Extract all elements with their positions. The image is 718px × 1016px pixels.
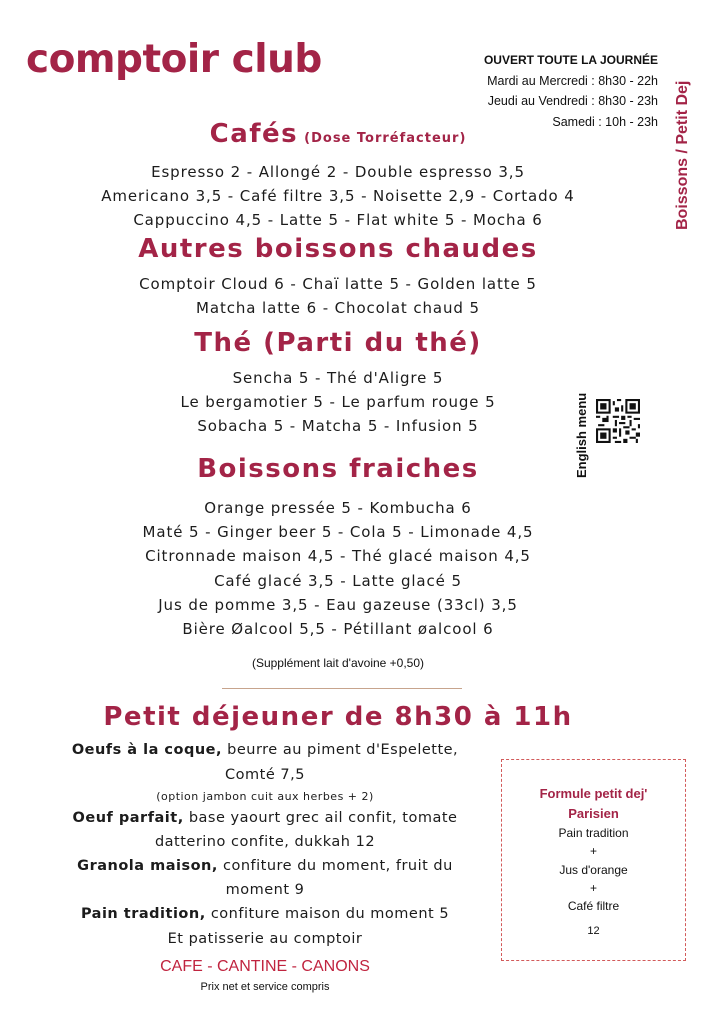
menu-line: Le bergamotier 5 - Le parfum rouge 5 xyxy=(180,393,496,411)
breakfast-item-line: Comté 7,5 xyxy=(225,767,305,783)
hours-title: OUVERT TOUTE LA JOURNÉE xyxy=(483,53,658,67)
item-desc: confiture du moment, fruit du xyxy=(217,858,453,874)
hours-line: Jeudi au Vendredi : 8h30 - 23h xyxy=(487,94,658,108)
formule-box xyxy=(501,759,686,961)
breakfast-item-line xyxy=(40,859,490,874)
menu-line: Orange pressée 5 - Kombucha 6 xyxy=(204,499,472,517)
section-title-breakfast: Petit déjeuner de 8h30 à 11h xyxy=(103,702,573,732)
menu-line: Citronnade maison 4,5 - Thé glacé maison 4,5 xyxy=(145,547,531,565)
menu-line: Maté 5 - Ginger beer 5 - Cola 5 - Limonade 4,5 xyxy=(142,523,534,541)
breakfast-item-line: moment 9 xyxy=(225,882,305,898)
footer-note: Prix net et service compris xyxy=(200,981,330,993)
breakfast-item-line: datterino confite, dukkah 12 xyxy=(154,834,376,850)
section-title-tea: Thé (Parti du thé) xyxy=(194,328,482,358)
menu-line: Bière Øalcool 5,5 - Pétillant øalcool 6 xyxy=(182,620,494,638)
breakfast-item-line xyxy=(40,907,490,922)
formule-line: Café filtre xyxy=(567,899,620,914)
section-title-cold-drinks: Boissons fraiches xyxy=(197,454,479,484)
menu-line: Matcha latte 6 - Chocolat chaud 5 xyxy=(196,299,480,317)
side-title: Boissons / Petit Dej xyxy=(674,80,691,230)
section-subtitle: (Dose Torréfacteur) xyxy=(304,131,467,146)
item-name: Granola maison, xyxy=(77,858,218,874)
menu-line: Comptoir Cloud 6 - Chaï latte 5 - Golden latte 5 xyxy=(139,275,537,293)
item-name: Oeuf parfait, xyxy=(72,810,184,826)
section-title-hot-drinks: Autres boissons chaudes xyxy=(138,234,538,264)
menu-line: Sobacha 5 - Matcha 5 - Infusion 5 xyxy=(197,417,479,435)
item-name: Oeufs à la coque, xyxy=(71,742,223,758)
formule-price: 12 xyxy=(587,925,600,938)
section-title-text: Cafés xyxy=(209,119,299,149)
tagline: CAFE - CANTINE - CANONS xyxy=(160,958,370,975)
menu-line: Sencha 5 - Thé d'Aligre 5 xyxy=(232,369,444,387)
formule-line: + xyxy=(589,880,597,895)
item-desc: confiture maison du moment 5 xyxy=(205,906,450,922)
formule-line: Pain tradition xyxy=(558,826,629,840)
hours-line: Samedi : 10h - 23h xyxy=(552,114,658,129)
english-menu-label[interactable]: English menu xyxy=(574,392,589,478)
item-desc: base yaourt grec ail confit, tomate xyxy=(183,810,458,826)
breakfast-item-line xyxy=(40,811,490,826)
formule-line: Jus d'orange xyxy=(559,862,628,877)
item-name: Pain tradition, xyxy=(80,906,206,922)
opening-hours xyxy=(484,50,658,132)
section-title-cafes xyxy=(0,121,676,147)
menu-line: Espresso 2 - Allongé 2 - Double espresso 3,5 xyxy=(151,163,525,181)
menu-line: Café glacé 3,5 - Latte glacé 5 xyxy=(214,572,462,590)
formule-line: + xyxy=(589,844,597,859)
divider xyxy=(222,688,462,689)
breakfast-item-line xyxy=(40,743,490,758)
menu-line: Americano 3,5 - Café filtre 3,5 - Noisette 2,9 - Cortado 4 xyxy=(101,187,575,205)
menu-line: Jus de pomme 3,5 - Eau gazeuse (33cl) 3,5 xyxy=(158,596,518,614)
item-desc: beurre au piment d'Espelette, xyxy=(222,742,459,758)
brand-title: comptoir club xyxy=(26,37,322,82)
supplement-note: (Supplément lait d'avoine +0,50) xyxy=(251,656,425,670)
formule-title: Formule petit dej' Parisien xyxy=(539,786,648,821)
menu-line: Cappuccino 4,5 - Latte 5 - Flat white 5 - Mocha 6 xyxy=(133,211,543,229)
hours-line: Mardi au Mercredi : 8h30 - 22h xyxy=(487,73,658,88)
breakfast-item-note: (option jambon cuit aux herbes + 2) xyxy=(156,790,374,803)
breakfast-extra: Et patisserie au comptoir xyxy=(167,931,363,947)
